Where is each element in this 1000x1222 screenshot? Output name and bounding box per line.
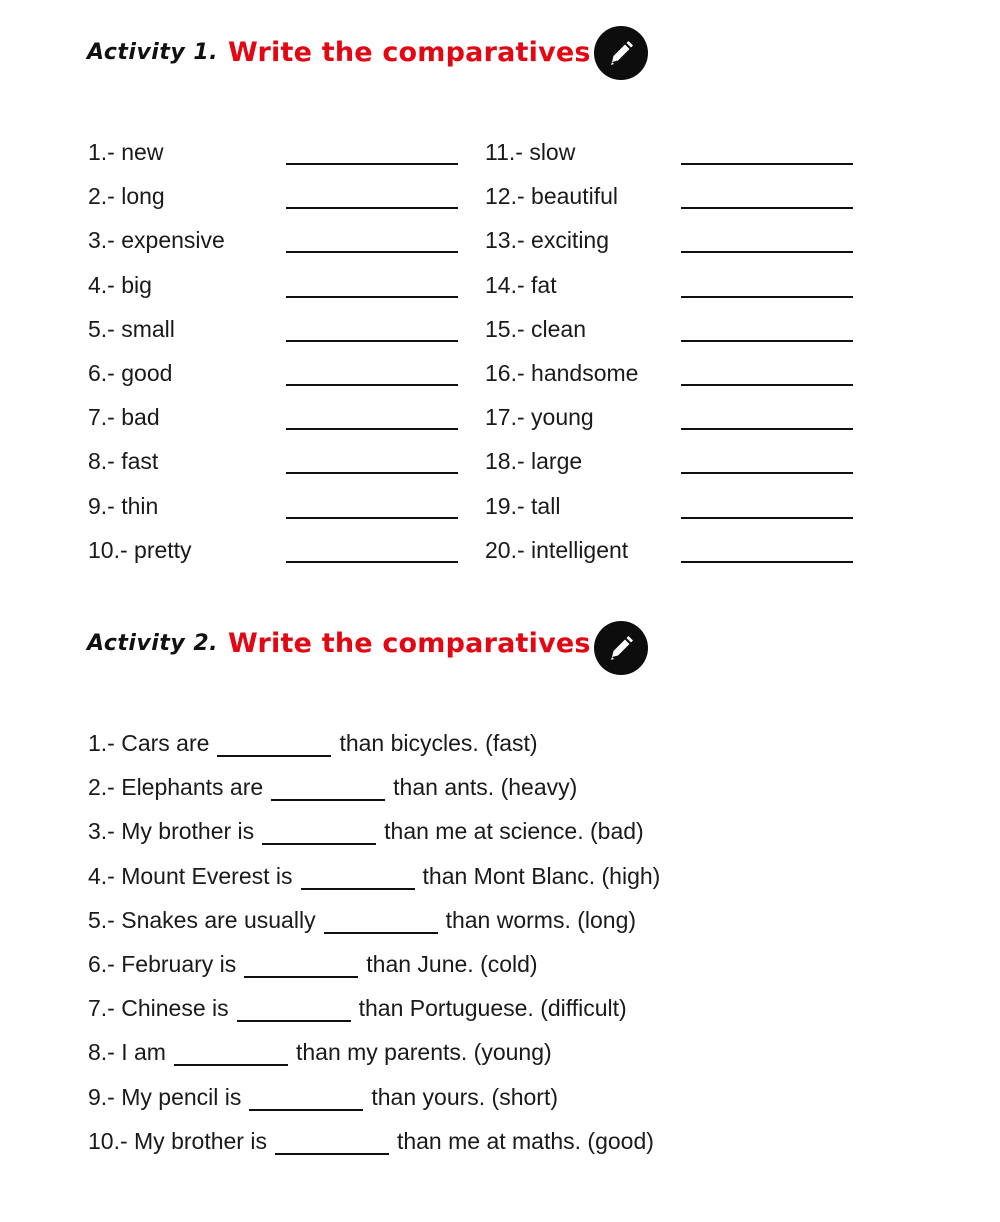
word-item: 15.- clean bbox=[485, 315, 587, 342]
word-item: 10.- pretty bbox=[88, 536, 192, 563]
sentence-item bbox=[88, 1083, 558, 1111]
activity-2-instruction: Write the comparatives bbox=[228, 627, 591, 659]
word-item: 13.- exciting bbox=[485, 227, 610, 254]
word-item: 12.- beautiful bbox=[485, 183, 618, 210]
word-item: 1.- new bbox=[88, 139, 164, 165]
answer-blank[interactable] bbox=[681, 428, 853, 430]
sentence-item bbox=[88, 817, 644, 845]
sentence-start: 3.- My brother is bbox=[88, 818, 255, 845]
sentence-item bbox=[88, 950, 538, 978]
answer-blank[interactable] bbox=[262, 819, 376, 845]
answer-blank[interactable] bbox=[286, 472, 458, 474]
answer-blank[interactable] bbox=[286, 384, 458, 386]
answer-blank[interactable] bbox=[237, 996, 351, 1022]
word-item: 18.- large bbox=[485, 448, 583, 475]
sentence-end: than me at maths. (good) bbox=[396, 1127, 654, 1154]
activity-1-instruction: Write the comparatives bbox=[228, 36, 591, 68]
answer-blank[interactable] bbox=[244, 952, 358, 978]
answer-blank[interactable] bbox=[681, 251, 853, 253]
answer-blank[interactable] bbox=[217, 731, 331, 757]
sentence-item bbox=[88, 906, 636, 934]
answer-blank[interactable] bbox=[286, 207, 458, 209]
activity-1-label: Activity 1. bbox=[87, 39, 219, 65]
answer-blank[interactable] bbox=[286, 517, 458, 519]
word-item: 19.- tall bbox=[485, 492, 561, 519]
answer-blank[interactable] bbox=[286, 561, 458, 563]
pencil-icon bbox=[594, 26, 648, 80]
word-item: 6.- good bbox=[88, 360, 173, 386]
answer-blank[interactable] bbox=[249, 1085, 363, 1111]
answer-blank[interactable] bbox=[681, 472, 853, 474]
sentence-item bbox=[88, 1038, 552, 1066]
answer-blank[interactable] bbox=[681, 561, 853, 563]
word-item: 8.- fast bbox=[88, 448, 159, 475]
answer-blank[interactable] bbox=[681, 296, 853, 298]
activity-2-label: Activity 2. bbox=[87, 630, 219, 656]
sentence-item bbox=[88, 862, 660, 890]
answer-blank[interactable] bbox=[681, 163, 853, 165]
word-item: 9.- thin bbox=[88, 492, 159, 519]
sentence-end: than June. (cold) bbox=[366, 951, 538, 977]
answer-blank[interactable] bbox=[275, 1129, 389, 1155]
answer-blank[interactable] bbox=[286, 296, 458, 298]
answer-blank[interactable] bbox=[286, 163, 458, 165]
answer-blank[interactable] bbox=[324, 908, 438, 934]
sentence-item bbox=[88, 994, 627, 1022]
answer-blank[interactable] bbox=[286, 340, 458, 342]
sentence-end: than yours. (short) bbox=[371, 1083, 559, 1110]
sentence-end: than worms. (long) bbox=[445, 906, 637, 933]
sentence-end: than bicycles. (fast) bbox=[339, 730, 538, 756]
answer-blank[interactable] bbox=[286, 251, 458, 253]
sentence-start: 10.- My brother is bbox=[88, 1127, 267, 1154]
sentence-end: than my parents. (young) bbox=[295, 1039, 552, 1066]
sentence-start: 2.- Elephants are bbox=[88, 774, 264, 801]
answer-blank[interactable] bbox=[286, 428, 458, 430]
word-item: 5.- small bbox=[88, 315, 175, 342]
word-item: 7.- bad bbox=[88, 404, 160, 431]
sentence-end: than me at science. (bad) bbox=[384, 818, 644, 845]
answer-blank[interactable] bbox=[271, 775, 385, 801]
word-item: 11.- slow bbox=[485, 139, 576, 165]
sentence-item bbox=[88, 773, 577, 801]
word-item: 4.- big bbox=[88, 271, 152, 298]
answer-blank[interactable] bbox=[301, 864, 415, 890]
sentence-start: 9.- My pencil is bbox=[88, 1083, 242, 1110]
word-item: 17.- young bbox=[485, 404, 594, 431]
pencil-icon bbox=[594, 621, 648, 675]
sentence-start: 8.- I am bbox=[88, 1039, 166, 1066]
answer-blank[interactable] bbox=[681, 207, 853, 209]
answer-blank[interactable] bbox=[681, 517, 853, 519]
sentence-end: than Mont Blanc. (high) bbox=[422, 862, 661, 889]
sentence-start: 4.- Mount Everest is bbox=[88, 862, 293, 889]
activity-2-heading bbox=[87, 613, 591, 673]
sentence-item bbox=[88, 729, 538, 757]
sentence-item bbox=[88, 1127, 654, 1155]
word-item: 14.- fat bbox=[485, 271, 557, 298]
word-item: 2.- long bbox=[88, 183, 165, 210]
word-item: 3.- expensive bbox=[88, 227, 225, 254]
answer-blank[interactable] bbox=[681, 340, 853, 342]
answer-blank[interactable] bbox=[174, 1040, 288, 1066]
sentence-start: 7.- Chinese is bbox=[88, 995, 229, 1022]
sentence-end: than ants. (heavy) bbox=[393, 774, 578, 801]
answer-blank[interactable] bbox=[681, 384, 853, 386]
word-item: 20.- intelligent bbox=[485, 536, 629, 563]
sentence-end: than Portuguese. (difficult) bbox=[358, 995, 627, 1022]
sentence-start: 1.- Cars are bbox=[88, 730, 210, 756]
sentence-start: 6.- February is bbox=[88, 951, 237, 977]
activity-1-heading bbox=[87, 22, 591, 82]
word-item: 16.- handsome bbox=[485, 360, 639, 386]
sentence-start: 5.- Snakes are usually bbox=[88, 906, 316, 933]
